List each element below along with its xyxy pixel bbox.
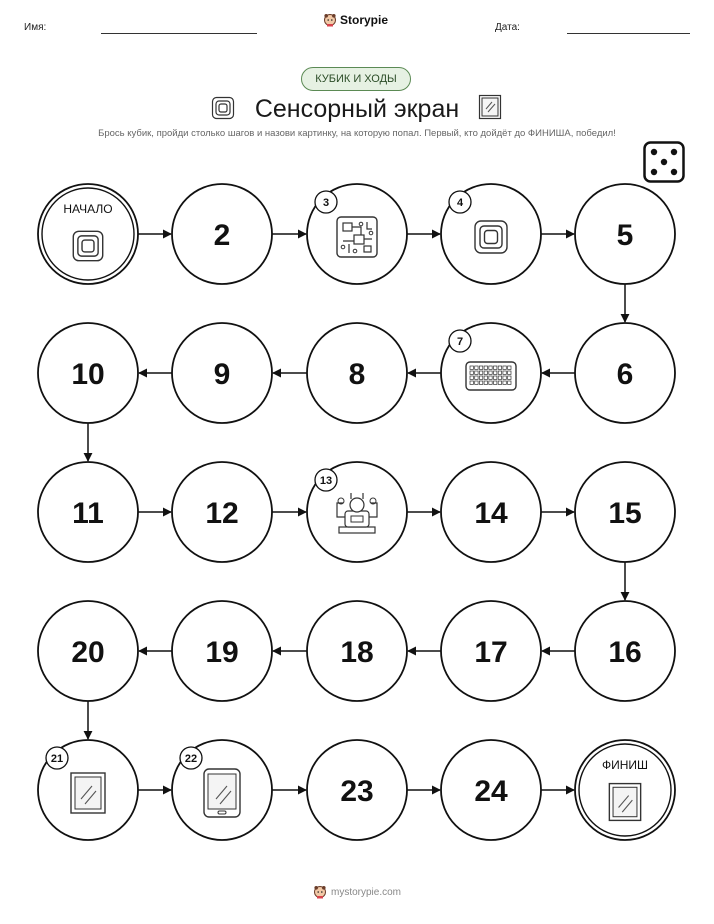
- board-tile[interactable]: [38, 323, 138, 423]
- board-tile[interactable]: [172, 323, 272, 423]
- board-tile[interactable]: [441, 323, 541, 423]
- button-square-icon: [73, 231, 102, 260]
- tile-number: 11: [72, 497, 104, 530]
- tile-number: 10: [71, 358, 105, 391]
- tile-number: 6: [616, 358, 634, 391]
- circuit-chip-icon: [337, 217, 377, 257]
- board-tile[interactable]: [441, 462, 541, 562]
- board-tile[interactable]: [441, 740, 541, 840]
- tile-number: 24: [474, 775, 508, 808]
- tile-number: 7: [456, 336, 464, 348]
- tile-number: 19: [205, 636, 239, 669]
- name-label: Имя:: [24, 22, 47, 33]
- keyboard-icon: [466, 362, 516, 390]
- footer: [0, 885, 714, 899]
- tile-number: 14: [474, 497, 508, 530]
- tile-number: 20: [71, 636, 105, 669]
- tile-number: 21: [50, 753, 64, 765]
- tile-number: 18: [340, 636, 374, 669]
- tile-number: 22: [184, 753, 198, 765]
- tablet-icon: [204, 769, 240, 817]
- board-tile[interactable]: [38, 601, 138, 701]
- tile-number: 15: [608, 497, 642, 530]
- tile-number: 2: [213, 219, 231, 252]
- tile-number: 17: [474, 636, 508, 669]
- board-tile[interactable]: [38, 740, 138, 840]
- tile-number: 16: [608, 636, 642, 669]
- footer-site: mystorypie.com: [330, 886, 401, 898]
- tile-number: 3: [322, 197, 330, 209]
- finish-tile[interactable]: [575, 740, 675, 840]
- board-tile[interactable]: [307, 323, 407, 423]
- page-title: Сенсорный экран: [254, 95, 460, 123]
- tile-label: ФИНИШ: [601, 758, 649, 772]
- board-tiles: [38, 184, 675, 840]
- tile-number: 4: [456, 197, 464, 209]
- button-square-icon: [475, 221, 507, 253]
- board-tile[interactable]: [172, 184, 272, 284]
- board-tile[interactable]: [441, 601, 541, 701]
- glass-screen-icon: [71, 773, 105, 813]
- brand-name: Storypie: [340, 13, 389, 27]
- board-tile[interactable]: [441, 184, 541, 284]
- board-tile[interactable]: [575, 601, 675, 701]
- board-tile[interactable]: [172, 462, 272, 562]
- tile-number: 5: [616, 219, 634, 252]
- glass-screen-icon: [609, 784, 640, 821]
- board-tile[interactable]: [38, 462, 138, 562]
- date-label: Дата:: [495, 22, 520, 33]
- start-tile[interactable]: [38, 184, 138, 284]
- board-tile[interactable]: [575, 462, 675, 562]
- board-tile[interactable]: [307, 184, 407, 284]
- tile-label: НАЧАЛО: [63, 202, 113, 216]
- category-badge: КУБИК И ХОДЫ: [301, 67, 411, 91]
- tile-number: 9: [213, 358, 231, 391]
- board-tile[interactable]: [172, 740, 272, 840]
- board-tile[interactable]: [307, 462, 407, 562]
- board-tile[interactable]: [575, 323, 675, 423]
- board-tile[interactable]: [307, 740, 407, 840]
- tile-number: 12: [205, 497, 239, 530]
- board-tile[interactable]: [575, 184, 675, 284]
- tile-number: 8: [348, 358, 366, 391]
- tile-number: 13: [319, 475, 333, 487]
- mascot-icon: [313, 885, 327, 899]
- board-tile[interactable]: [307, 601, 407, 701]
- instructions: Брось кубик, пройди столько шагов и назови картинку, на которую попал. Первый, кто дойдёт до ФИНИША, победил!: [98, 128, 616, 139]
- tile-number: 23: [340, 775, 374, 808]
- board-tile[interactable]: [172, 601, 272, 701]
